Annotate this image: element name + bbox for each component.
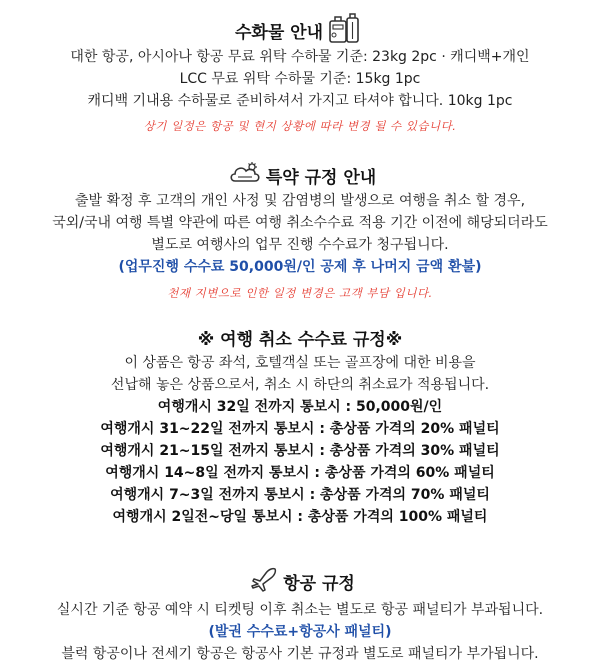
- cancel-rule-2: 여행개시 31~22일 전까지 통보시 : 총상품 가격의 20% 패널티: [100, 421, 500, 437]
- special-section: [0, 160, 600, 304]
- airline-line-1: 실시간 기준 항공 예약 시 티켓팅 이후 취소는 별도로 항공 패널티가 부과됩니다.: [56, 602, 544, 618]
- cancel-line-2: 선납해 놓은 상품으로서, 취소 시 하단의 취소료가 적용됩니다.: [110, 377, 490, 393]
- cancel-rule-4: 여행개시 14~8일 전까지 통보시 : 총상품 가격의 60% 패널티: [105, 465, 495, 481]
- special-line-3: 별도로 여행사의 업무 진행 수수료가 청구됩니다.: [151, 237, 449, 253]
- cloud-virus-icon: [228, 161, 262, 190]
- cancel-rule-1: 여행개시 32일 전까지 통보시 : 50,000원/인: [157, 399, 443, 415]
- special-title: 특약 규정 안내: [265, 167, 377, 188]
- airline-highlight: (발권 수수료+항공사 패널티): [208, 624, 392, 640]
- baggage-line-1: 대한 항공, 아시아나 항공 무료 위탁 수하물 기준: 23kg 2pc · 캐디백+개인: [70, 49, 530, 65]
- special-line-2: 국외/국내 여행 특별 약관에 따른 여행 취소수수료 적용 기간 이전에 해당되더라도: [52, 215, 548, 231]
- airline-title-row: [0, 563, 600, 599]
- airplane-icon: [249, 564, 279, 599]
- special-title-row: [0, 160, 600, 190]
- baggage-note: 상기 일정은 항공 및 현지 상황에 따라 변경 될 수 있습니다.: [143, 119, 457, 133]
- cancel-rule-5: 여행개시 7~3일 전까지 통보시 : 총상품 가격의 70% 패널티: [110, 487, 490, 503]
- airline-line-2: 블럭 항공이나 전세기 항공은 항공사 기본 규정과 별도로 패널티가 부가됩니다.: [61, 646, 539, 662]
- airline-title: 항공 규정: [283, 573, 355, 594]
- cancel-rule-6: 여행개시 2일전~당일 통보시 : 총상품 가격의 100% 패널티: [112, 509, 488, 525]
- baggage-section: [0, 14, 600, 137]
- cancel-section: [0, 322, 600, 528]
- baggage-title: 수화물 안내: [234, 22, 324, 43]
- special-highlight: (업무진행 수수료 50,000원/인 공제 후 나머지 금액 환불): [118, 259, 482, 275]
- baggage-line-3: 캐디백 기내용 수하물로 준비하셔서 가지고 타셔야 합니다. 10kg 1pc: [87, 93, 513, 109]
- baggage-line-2: LCC 무료 위탁 수하물 기준: 15kg 1pc: [179, 71, 421, 87]
- baggage-title-row: [0, 14, 600, 46]
- special-line-1: 출발 확정 후 고객의 개인 사정 및 감염병의 발생으로 여행을 취소 할 경우,: [74, 193, 526, 209]
- cancel-line-1: 이 상품은 항공 좌석, 호텔객실 또는 골프장에 대한 비용을: [124, 355, 476, 371]
- luggage-icon: [327, 12, 361, 49]
- cancel-title: ※ 여행 취소 수수료 규정※: [197, 329, 403, 350]
- cancel-rule-3: 여행개시 21~15일 전까지 통보시 : 총상품 가격의 30% 패널티: [100, 443, 500, 459]
- airline-section: [0, 563, 600, 665]
- special-note: 천재 지변으로 인한 일정 변경은 고객 부담 입니다.: [167, 286, 433, 300]
